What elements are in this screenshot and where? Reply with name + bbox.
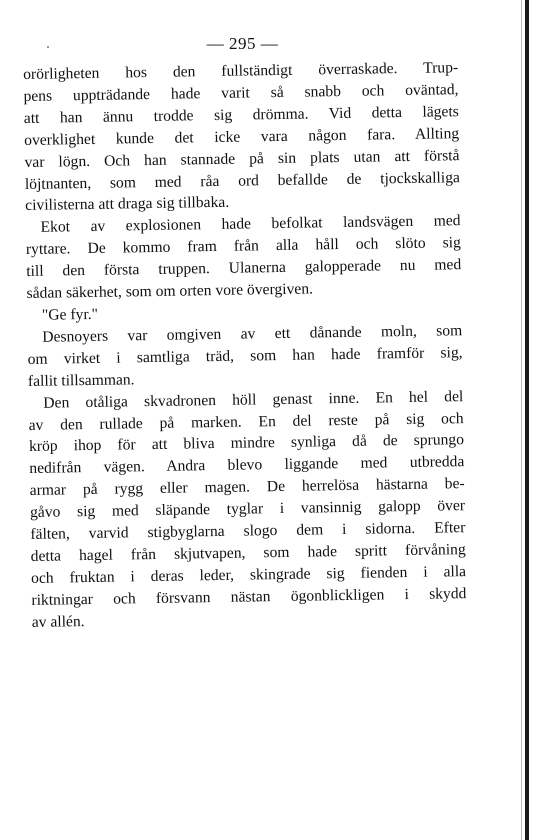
text-line: Desnoyers var omgiven av ett dånande moln, som [42, 322, 463, 346]
text-line: av den rullade på marken. En del reste på sig och [28, 409, 464, 434]
page-number-header: — 295 — [206, 34, 279, 53]
text-line: om virket i samtliga träd, som han hade framför sig, [27, 343, 463, 368]
text-line: civilisterna att draga sig tillbaka. [25, 194, 230, 215]
text-line: nedifrån vägen. Andra blevo liggande med utbredda [29, 453, 465, 478]
text-line: av allén. [31, 612, 85, 631]
text-line: overklighet kunde det icke vara någon fara. Allting [24, 124, 460, 149]
text-line: att han ännu trodde sig drömma. Vid detta lägets [23, 102, 459, 127]
text-line: orörligheten hos den fullständigt överraskade. Trup- [23, 59, 459, 83]
page-edge-shadow [525, 0, 529, 840]
text-line: detta hagel från skjutvapen, som hade spritt förvåning [30, 541, 466, 565]
body-text [23, 57, 467, 633]
text-line: sådan säkerhet, som om orten vore övergiven. [26, 280, 314, 303]
text-line: riktningar och försvann nästan ögonblickligen i skydd [31, 584, 467, 609]
page-edge-line [521, 0, 522, 840]
text-line: var lögn. Och han stannade på sin plats utan att förstå [24, 146, 460, 171]
text-line: löjtnanten, som med råa ord befallde de tjockskalliga [24, 168, 460, 193]
text-line: kröp ihop för att bliva mindre synliga då de sprungo [28, 431, 465, 456]
text-line: pens uppträdande hade varit så snabb och oväntad, [23, 81, 459, 105]
text-line: fälten, varvid stigbyglarna slogo dem i sidorna. Efter [30, 519, 466, 543]
text-line: armar på rygg eller magen. De herrelösa hästarna be- [29, 475, 465, 500]
text-line: "Ge fyr." [41, 305, 99, 324]
text-line: till den första truppen. Ulanerna galopperade nu med [26, 256, 462, 281]
text-line: ryttare. De kommo fram från alla håll och slöto sig [25, 234, 461, 259]
text-line: Den otåliga skvadronen höll genast inne. En hel del [43, 387, 464, 412]
text-line: gåvo sig med släpande tyglar i vansinnig galopp över [29, 497, 466, 522]
text-line: och fruktan i deras leder, skingrade sig fienden i alla [30, 562, 467, 587]
text-line: fallit tillsamman. [27, 370, 135, 390]
text-line: Ekot av explosionen hade befolkat landsvägen med [40, 212, 461, 237]
